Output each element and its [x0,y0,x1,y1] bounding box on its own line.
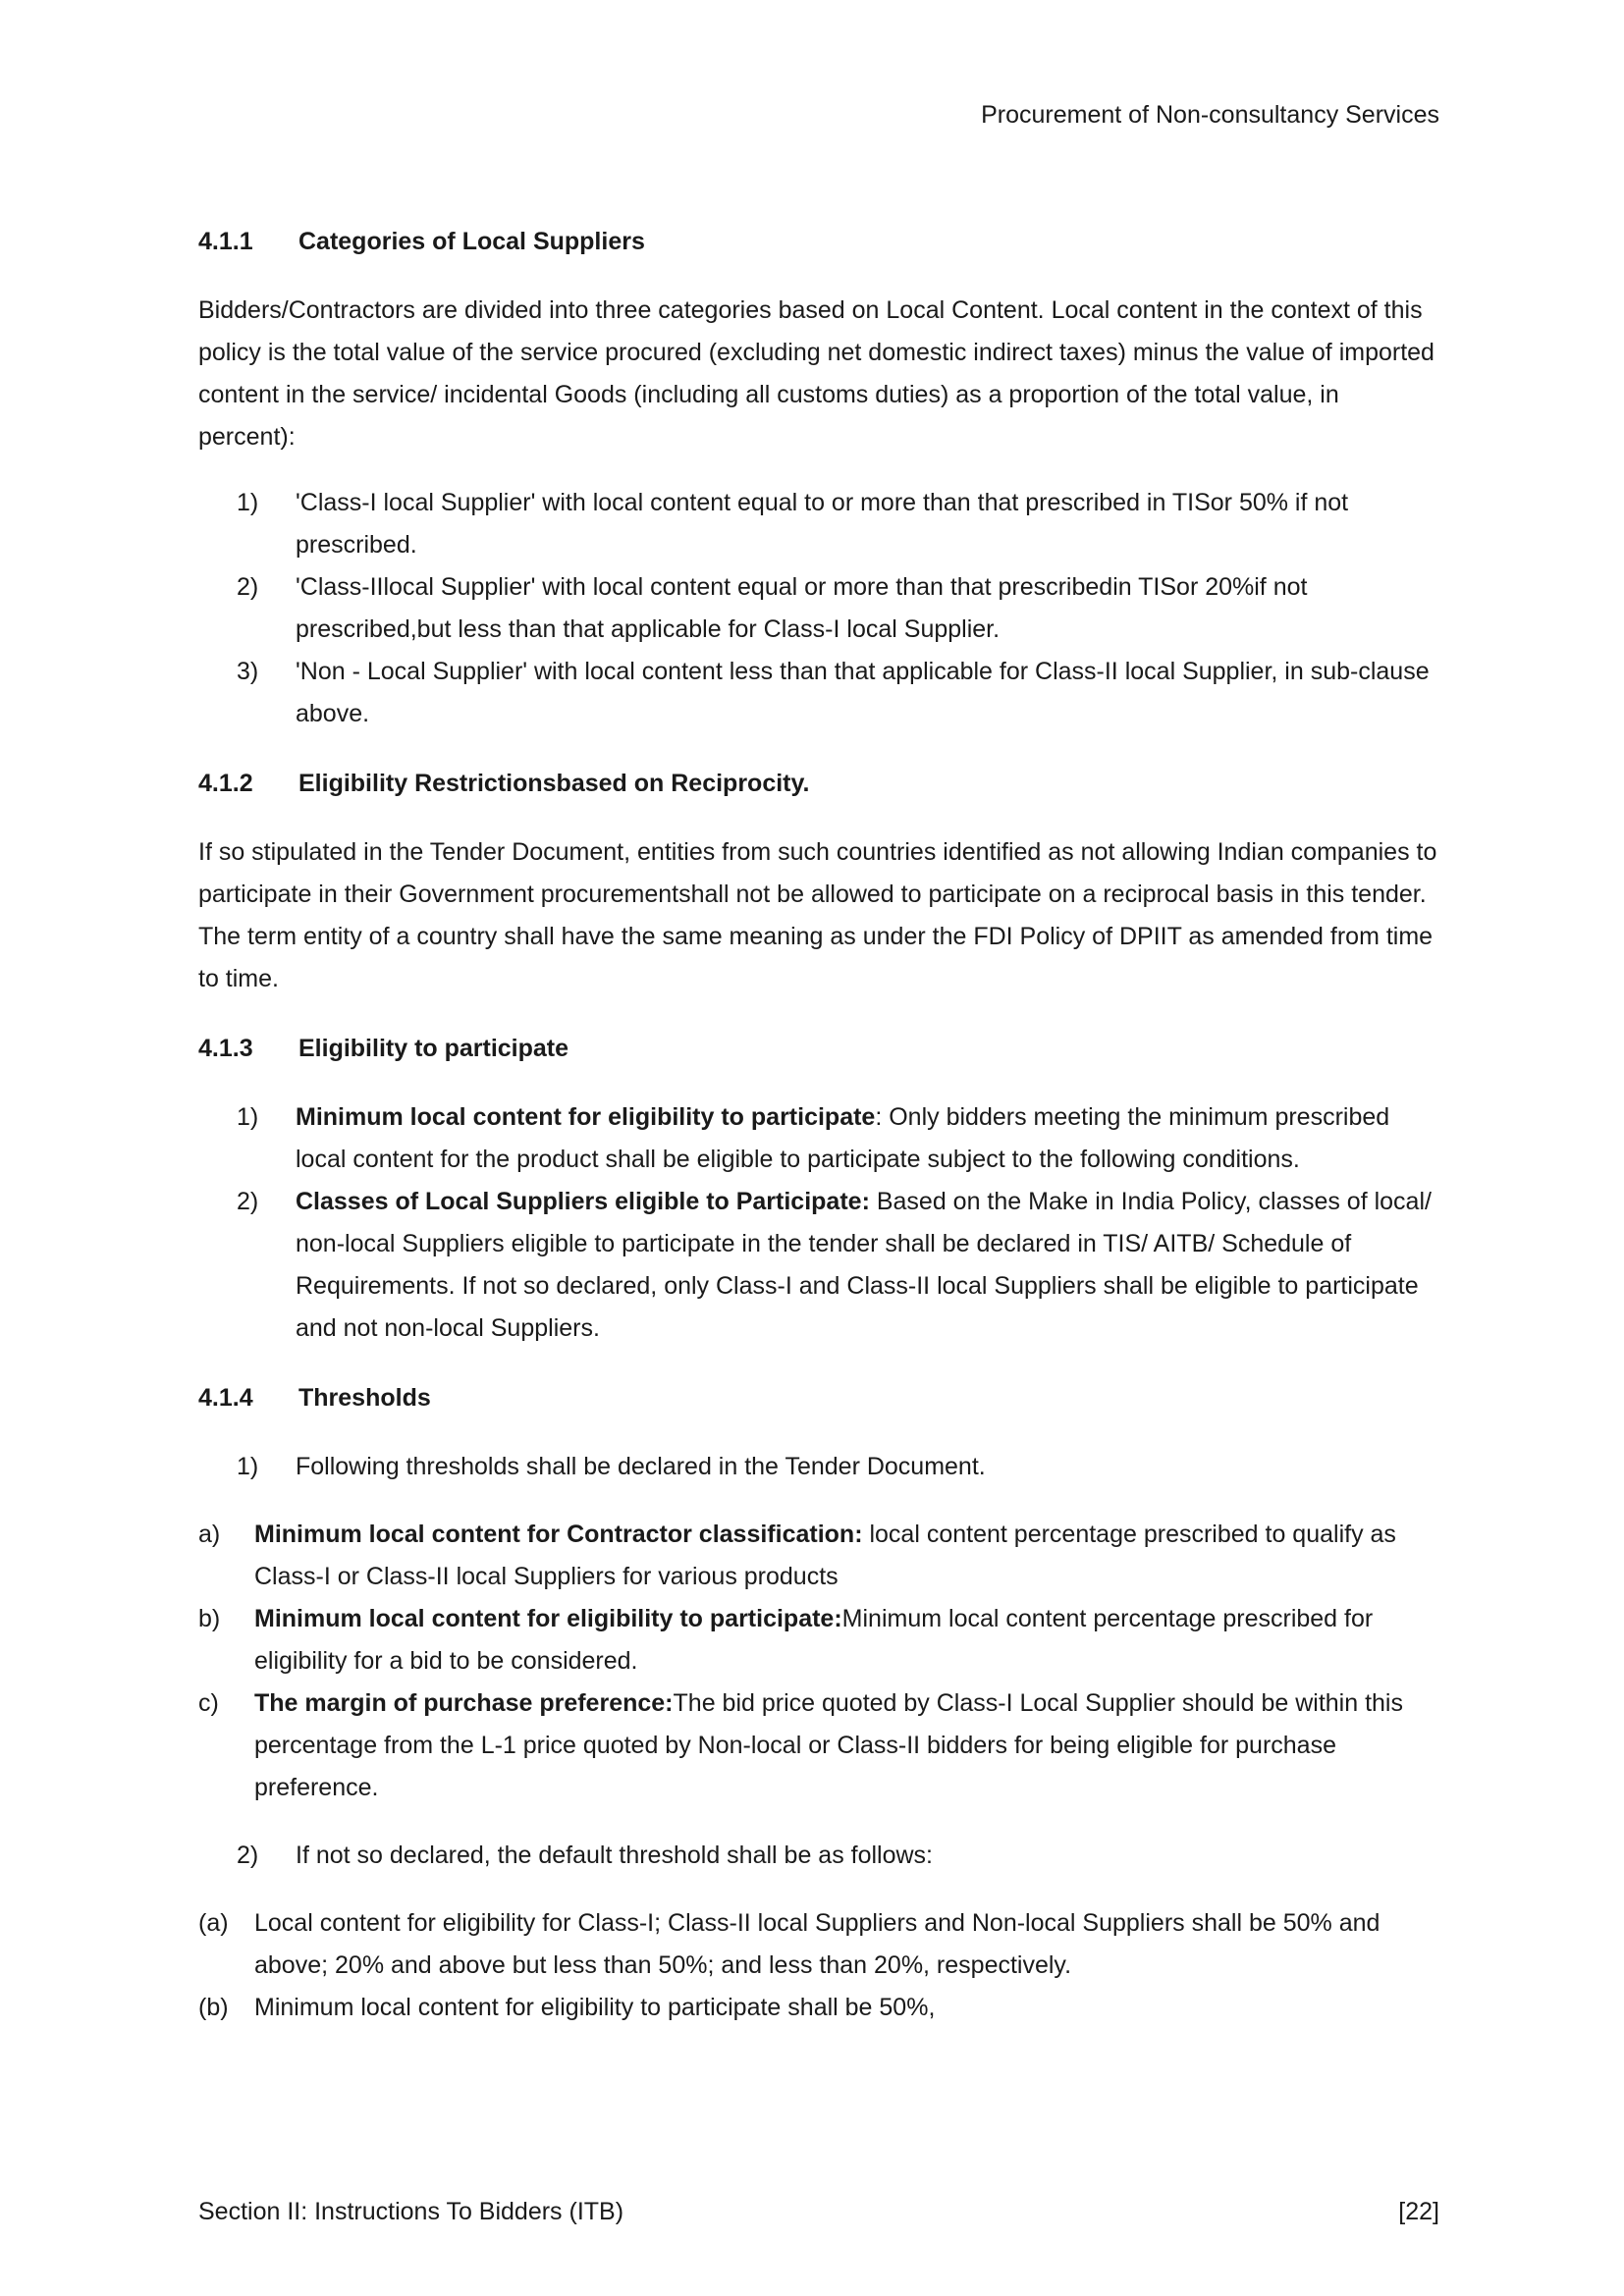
list-marker: (a) [198,1909,229,1937]
section-number: 4.1.1 [198,228,253,255]
list-item-rest: The bid price quoted by Class-I Local Supplier should be within this percentage from the L-1 price quoted by Non-local or Class-II bidders for being eligible for purchase preference. [254,1689,1403,1801]
list-marker: 1) [237,1103,259,1131]
section-title: Eligibility to participate [298,1035,569,1062]
list-item-text: Local content for eligibility for Class-I; Class-II local Suppliers and Non-local Suppliers shall be 50% and above; 20% and above but less than 50%; and less than 20%, respectively. [254,1909,1380,1979]
section-number: 4.1.2 [198,770,253,797]
section-title: Thresholds [298,1384,431,1412]
list-item [237,1835,1439,1877]
list-item-bold-lead: Classes of Local Suppliers eligible to Participate: [296,1188,870,1215]
list-item [237,482,1439,566]
list-item-text: Following thresholds shall be declared in the Tender Document. [296,1453,986,1480]
list-marker: c) [198,1689,219,1717]
list-item-text: If not so declared, the default threshold shall be as follows: [296,1842,933,1869]
list-item-text: 'Class-IIlocal Supplier' with local content equal or more than that prescribedin TISor 20%if not prescribed,but less than that applicable for Class-I local Supplier. [296,573,1308,643]
list-item [198,1987,1439,2029]
list-item-bold-lead: Minimum local content for eligibility to participate: [254,1605,842,1632]
list-item [237,1096,1439,1181]
list-item-text [254,1514,1439,1598]
numbered-list-4-1-4-continued [237,1835,1439,1877]
list-item-rest: Minimum local content percentage prescribed for eligibility for a bid to be considered. [254,1605,1374,1675]
list-item-text: Minimum local content for eligibility to participate shall be 50%, [254,1994,936,2021]
list-item [198,1514,1439,1598]
document-content [198,94,1439,2055]
section-heading-4-1-1 [198,221,1439,263]
list-marker: 2) [237,1842,259,1869]
list-marker: 2) [237,1188,259,1215]
list-item-text [296,1181,1439,1350]
list-item-text: 'Class-I local Supplier' with local content equal to or more than that prescribed in TISor 50% if not prescribed. [296,489,1349,559]
list-marker: 3) [237,658,259,685]
list-marker: b) [198,1605,221,1632]
list-item-bold-lead: Minimum local content for eligibility to participate [296,1103,876,1131]
paragraph-4-1-2: If so stipulated in the Tender Document, entities from such countries identified as not allowing Indian companies to participate in their Government procurementshall not be allowed to participate on a reciprocal basis in this tender. The term entity of a country shall have the same meaning as under the FDI Policy of DPIIT as amended from time to time. [198,838,1437,992]
list-item [198,1682,1439,1809]
section-heading-4-1-3 [198,1028,1439,1070]
list-item [198,1902,1439,1987]
section-heading-4-1-4 [198,1377,1439,1419]
footer-section-label: Section II: Instructions To Bidders (ITB) [198,2198,624,2225]
list-item [237,1446,1439,1488]
page-footer [198,2191,1439,2233]
section-heading-4-1-2 [198,763,1439,805]
numbered-list-4-1-3 [237,1096,1439,1350]
list-item-text: 'Non - Local Supplier' with local content less than that applicable for Class-II local Supplier, in sub-clause above. [296,658,1430,727]
list-item-text [254,1598,1439,1682]
list-item-text [254,1682,1439,1809]
section-number: 4.1.4 [198,1384,253,1412]
list-item-rest: : Only bidders meeting the minimum prescribed local content for the product shall be eligible to participate subject to the following conditions. [296,1103,1390,1173]
list-marker: (b) [198,1994,229,2021]
list-item-rest: local content percentage prescribed to qualify as Class-I or Class-II local Suppliers for various products [254,1521,1396,1590]
section-title: Eligibility Restrictionsbased on Reciprocity. [298,770,810,797]
lettered-sublist-4-1-4-2 [198,1902,1439,2029]
footer-page-number: [22] [1398,2198,1439,2225]
lettered-sublist-4-1-4-1 [198,1514,1439,1809]
list-marker: 2) [237,573,259,601]
list-item-rest: Based on the Make in India Policy, classes of local/ non-local Suppliers eligible to participate in the tender shall be declared in TIS/ AITB/ Schedule of Requirements. If not so declared, only Class-I and Class-II local Suppliers shall be eligible to participate and not non-local Suppliers. [296,1188,1432,1342]
list-marker: 1) [237,489,259,516]
list-item-bold-lead: Minimum local content for Contractor classification: [254,1521,863,1548]
section-title: Categories of Local Suppliers [298,228,645,255]
list-item-text [296,1096,1439,1181]
list-item [237,651,1439,735]
list-marker: a) [198,1521,221,1548]
list-marker: 1) [237,1453,259,1480]
running-header: Procurement of Non-consultancy Services [981,101,1439,129]
section-number: 4.1.3 [198,1035,253,1062]
paragraph-intro-4-1-1: Bidders/Contractors are divided into three categories based on Local Content. Local content in the context of this policy is the total value of the service procured (excluding net domestic indirect taxes) minus the value of imported content in the service/ incidental Goods (including all customs duties) as a proportion of the total value, in percent): [198,296,1435,451]
numbered-list-4-1-1 [237,482,1439,735]
list-item-bold-lead: The margin of purchase preference: [254,1689,674,1717]
numbered-list-4-1-4 [237,1446,1439,1488]
list-item [237,566,1439,651]
list-item [237,1181,1439,1350]
list-item [198,1598,1439,1682]
